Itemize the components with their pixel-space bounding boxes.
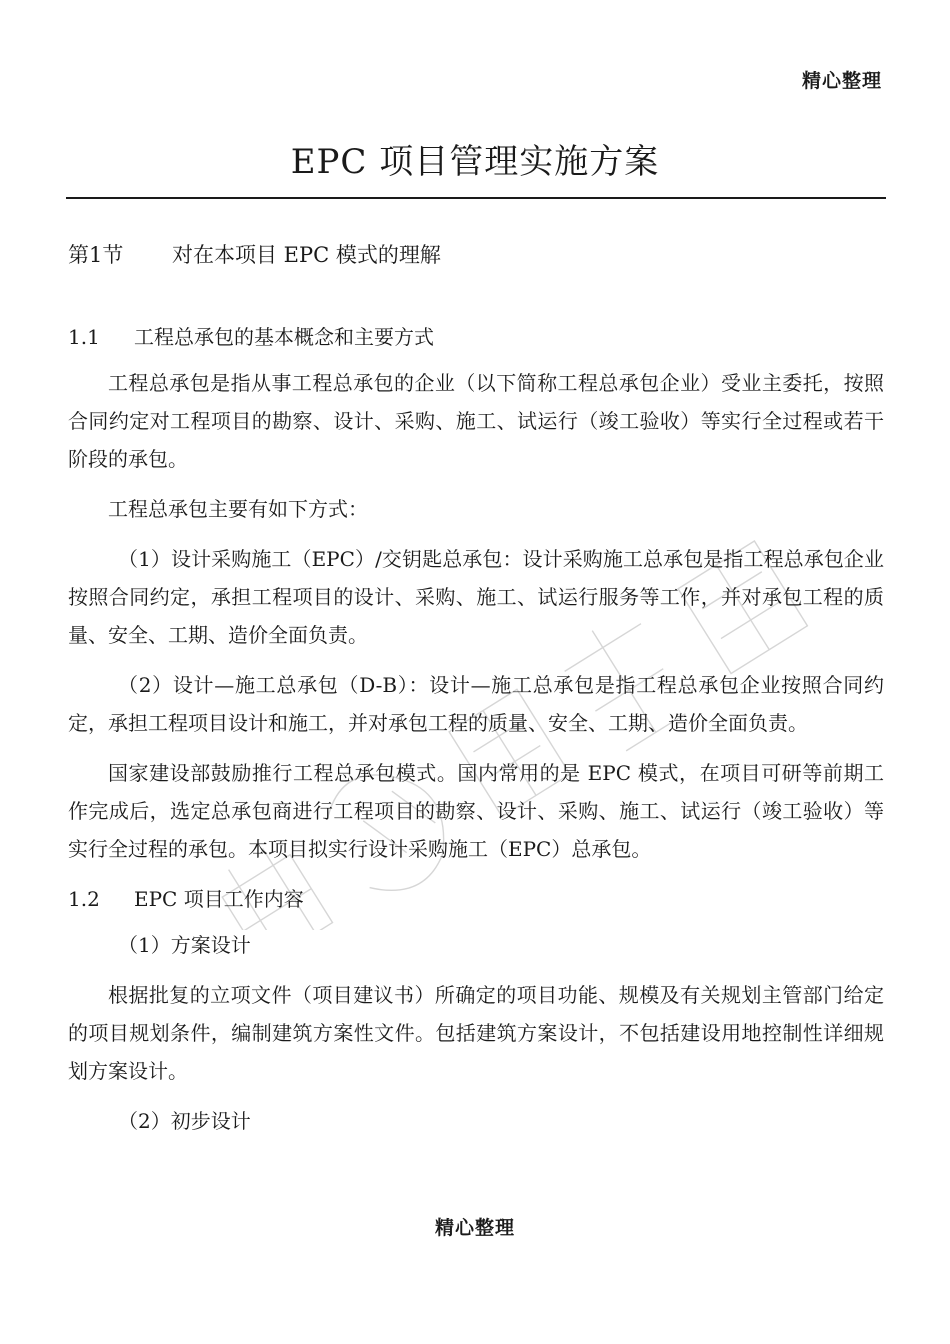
subsection-number-2: 1.2 [68,887,100,911]
page-header-label: 精心整理 [801,70,882,92]
paragraph-definition: 工程总承包是指从事工程总承包的企业（以下简称工程总承包企业）受业主委托，按照合同约定对工程项目的勘察、设计、采购、施工、试运行（竣工验收）等实行全过程或若干阶段的承包。 [68,371,884,471]
paragraph-epc-method: （1）设计采购施工（EPC）/交钥匙总承包：设计采购施工总承包是指工程总承包企业按照合同约定，承担工程项目的设计、采购、施工、试运行服务等工作，并对承包工程的质量、安全、工期、造价全面负责。 [68,547,884,647]
section-title: 对在本项目 EPC 模式的理解 [172,243,441,267]
subsection-heading-1 [68,318,884,356]
list-item-scheme-design: （1）方案设计 [118,933,251,957]
paragraph-scheme-design: 根据批复的立项文件（项目建议书）所确定的项目功能、规模及有关规划主管部门给定的项目规划条件，编制建筑方案性文件。包括建筑方案设计，不包括建设用地控制性详细规划方案设计。 [68,983,884,1083]
document-title: EPC 项目管理实施方案 [290,142,660,182]
paragraph-db-method: （2）设计—施工总承包（D-B）：设计—施工总承包是指工程总承包企业按照合同约定，承担工程项目设计和施工，并对承包工程的质量、安全、工期、造价全面负责。 [68,673,884,735]
list-item-preliminary-design: （2）初步设计 [118,1109,251,1133]
subsection-heading-2 [68,880,884,918]
subsection-number-1: 1.1 [68,325,100,349]
document-body [68,236,884,1152]
section-heading [68,236,884,274]
subsection-title-1: 工程总承包的基本概念和主要方式 [134,325,434,349]
subsection-title-2: EPC 项目工作内容 [134,887,304,911]
section-number: 第1节 [68,243,124,267]
paragraph-methods-intro: 工程总承包主要有如下方式： [108,497,368,521]
title-divider [66,197,886,199]
page-footer-label: 精心整理 [434,1217,515,1239]
paragraph-national-policy: 国家建设部鼓励推行工程总承包模式。国内常用的是 EPC 模式，在项目可研等前期工作完成后，选定总承包商进行工程项目的勘察、设计、采购、施工、试运行（竣工验收）等实行全过程的承包。本项目拟实行设计采购施工（EPC）总承包。 [68,761,884,861]
